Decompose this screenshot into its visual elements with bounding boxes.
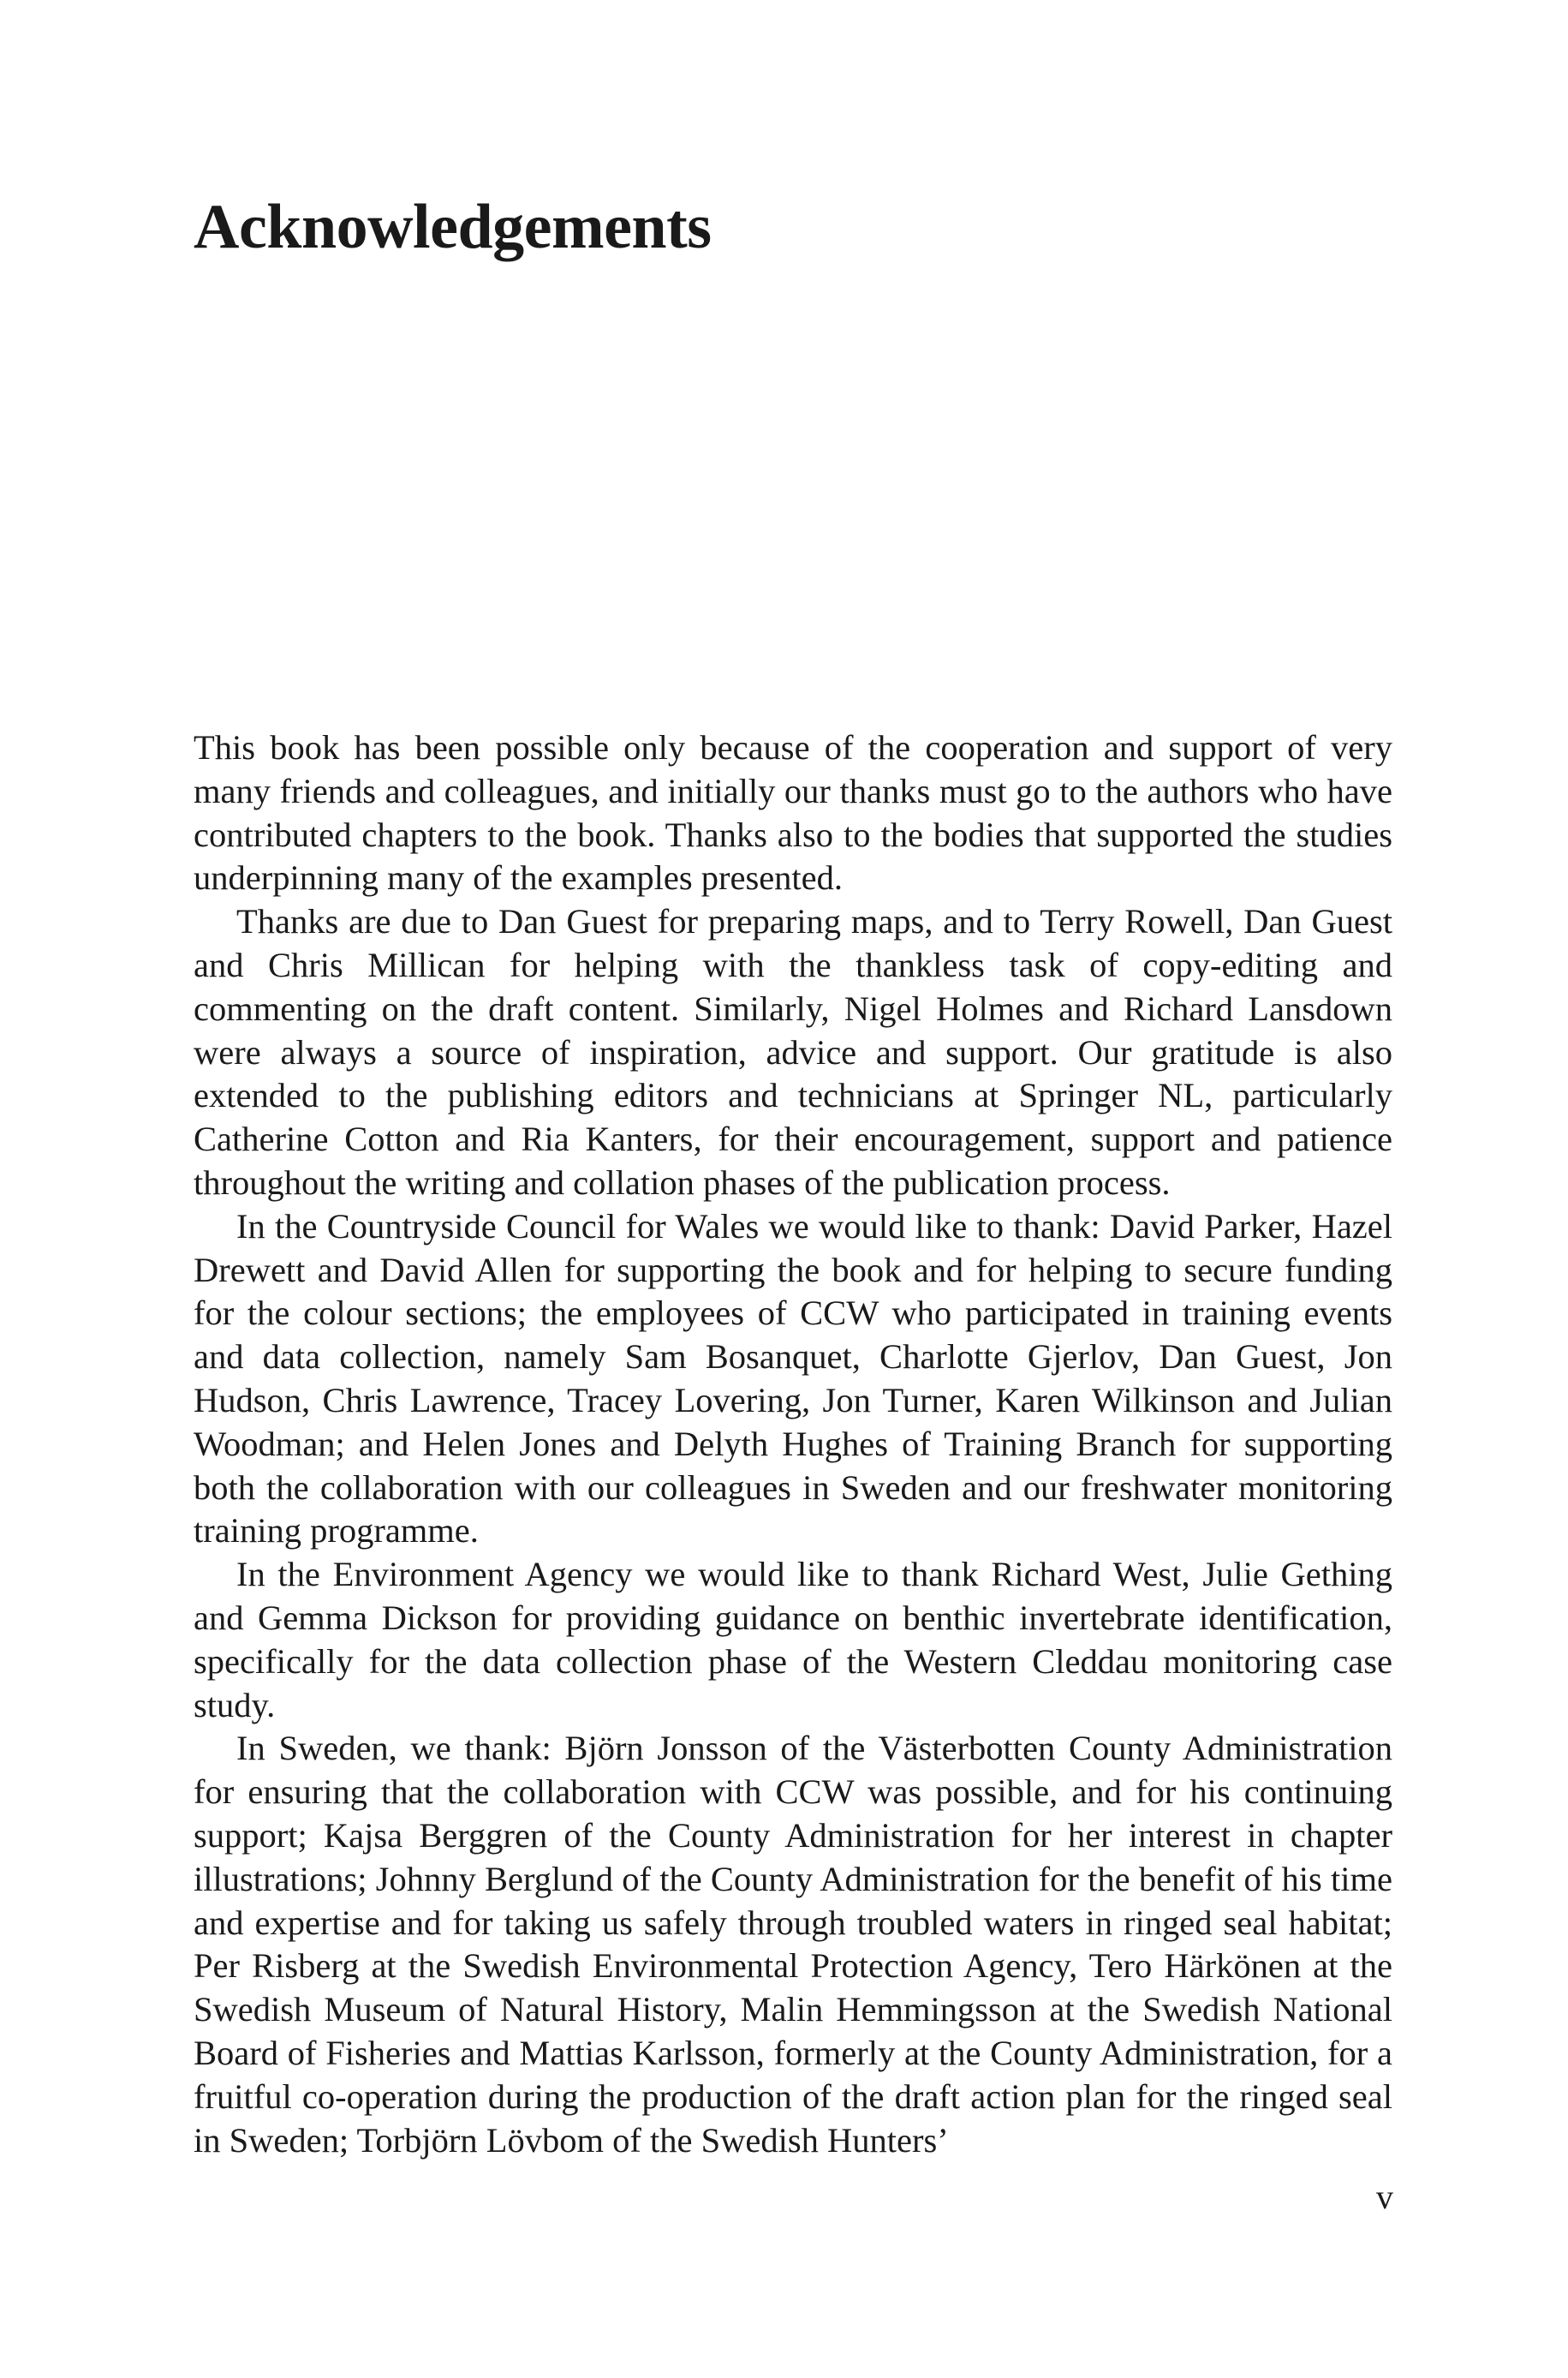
paragraph-5: In Sweden, we thank: Björn Jonsson of the Västerbotten County Administration for ensuring that the collaboration with CCW was possible, and for his continuing support; Kajsa Berggren of the County Administration for her interest in chapter illustrations; Johnny Berglund of the County Administration for the benefit of his time and expertise and for taking us safely through troubled waters in ringed seal habitat; Per Risberg at the Swedish Environmental Protection Agency, Tero Härkönen at the Swedish Museum of Natural History, Malin Hemmingsson at the Swedish National Board of Fisheries and Mattias Karlsson, formerly at the County Administration, for a fruitful co-operation during the production of the draft action plan for the ringed seal in Sweden; Torbjörn Lövbom of the Swedish Hunters’	[194, 1729, 1392, 2160]
paragraph-2: Thanks are due to Dan Guest for preparing maps, and to Terry Rowell, Dan Guest and Chris Millican for helping with the thankless task of copy-editing and commenting on the draft content. Similarly, Nigel Holmes and Richard Lansdown were always a source of inspiration, advice and support. Our gratitude is also extended to the publishing editors and technicians at Springer NL, particularly Catherine Cotton and Ria Kanters, for their encouragement, support and patience throughout the writing and collation phases of the publication process.	[194, 902, 1392, 1202]
page-number: v	[1376, 2178, 1393, 2216]
paragraph-3: In the Countryside Council for Wales we would like to thank: David Parker, Hazel Drewett and David Allen for supporting the book and for helping to secure funding for the colour sections; the employees of CCW who participated in training events and data collection, namely Sam Bosanquet, Charlotte Gjerlov, Dan Guest, Jon Hudson, Chris Lawrence, Tracey Lovering, Jon Turner, Karen Wilkinson and Julian Woodman; and Helen Jones and Delyth Hughes of Training Branch for supporting both the collaboration with our colleagues in Sweden and our freshwater monitoring training programme.	[194, 1206, 1392, 1550]
page-title: Acknowledgements	[194, 192, 712, 262]
acknowledgements-body	[194, 726, 1392, 2162]
paragraph-4: In the Environment Agency we would like to thank Richard West, Julie Gething and Gemma Dickson for providing guidance on benthic invertebrate identification, specifically for the data collection phase of the Western Cleddau monitoring case study.	[194, 1555, 1392, 1724]
paragraph-1: This book has been possible only because of the cooperation and support of very many friends and colleagues, and initially our thanks must go to the authors who have contributed chapters to the book. Thanks also to the bodies that supported the studies underpinning many of the examples presented.	[194, 728, 1392, 898]
